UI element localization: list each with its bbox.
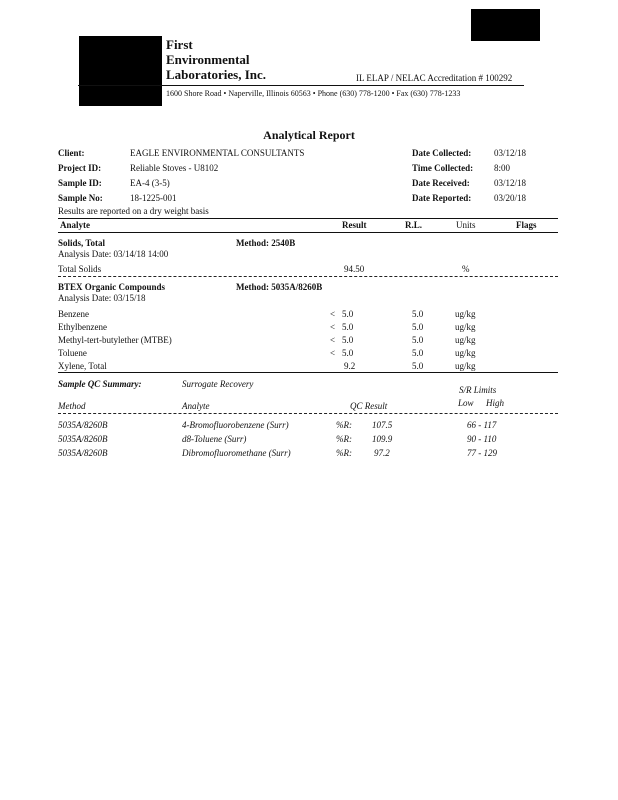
redaction-block-logo [79,36,162,106]
qc-row-pr: %R: [336,434,352,444]
qc-row-value: 97.2 [374,448,390,458]
btex-row-result: 9.2 [344,361,356,371]
qc-title: Sample QC Summary: [58,379,142,389]
date-collected-label: Date Collected: [412,148,472,158]
time-collected-value: 8:00 [494,163,511,173]
btex-row-analyte: Toluene [58,348,87,358]
header-top-rule [58,218,558,219]
redaction-block-top-right [471,9,540,41]
btex-row-rl: 5.0 [412,361,424,371]
project-label: Project ID: [58,163,102,173]
btex-heading: BTEX Organic Compounds [58,282,166,292]
btex-row-lt: < [330,322,336,332]
qc-row-method: 5035A/8260B [58,434,108,444]
solids-row-result: 94.50 [344,264,365,274]
qc-row-limits: 90 - 110 [467,434,497,444]
btex-bottom-rule [58,372,558,373]
btex-row-rl: 5.0 [412,348,424,358]
btex-row-rl: 5.0 [412,322,424,332]
btex-row-result: 5.0 [342,348,354,358]
solids-heading: Solids, Total [58,238,106,248]
col-analyte: Analyte [60,220,90,230]
qc-row-pr: %R: [336,448,352,458]
btex-row-units: ug/kg [455,309,476,319]
btex-row-analyte: Xylene, Total [58,361,107,371]
btex-row-result: 5.0 [342,335,354,345]
btex-row-lt: < [330,309,336,319]
qc-row-value: 107.5 [372,420,393,430]
btex-row-lt: < [330,335,336,345]
qc-row-analyte: d8-Toluene (Surr) [182,434,247,444]
btex-row-units: ug/kg [455,335,476,345]
qc-result-header: QC Result [350,401,388,411]
lab-name-line1: First [166,37,193,52]
solids-analysis-date: Analysis Date: 03/14/18 14:00 [58,249,169,259]
btex-row-rl: 5.0 [412,335,424,345]
time-collected-label: Time Collected: [412,163,474,173]
qc-row-limits: 66 - 117 [467,420,497,430]
btex-row-result: 5.0 [342,322,354,332]
btex-row-analyte: Ethylbenzene [58,322,107,332]
btex-row-result: 5.0 [342,309,354,319]
qc-row-method: 5035A/8260B [58,448,108,458]
header-bottom-rule [58,232,558,233]
qc-row-analyte: Dibromofluoromethane (Surr) [182,448,291,458]
btex-analysis-date: Analysis Date: 03/15/18 [58,293,146,303]
row-divider [58,276,558,277]
date-collected-value: 03/12/18 [494,148,527,158]
sample-no-value: 18-1225-001 [130,193,177,203]
btex-row-rl: 5.0 [412,309,424,319]
qc-row-value: 109.9 [372,434,393,444]
btex-row-lt: < [330,348,336,358]
client-value: EAGLE ENVIRONMENTAL CONSULTANTS [130,148,305,158]
qc-analyte-header: Analyte [182,401,210,411]
solids-row-units: % [462,264,470,274]
qc-row-method: 5035A/8260B [58,420,108,430]
col-result: Result [342,220,367,230]
sample-id-value: EA-4 (3-5) [130,178,170,188]
qc-method-header: Method [58,401,86,411]
solids-method: Method: 2540B [236,238,296,248]
qc-row-pr: %R: [336,420,352,430]
lab-name-line2: Environmental [166,52,250,67]
date-reported-label: Date Reported: [412,193,472,203]
qc-limits-header: S/R Limits [459,385,497,395]
btex-row-analyte: Benzene [58,309,89,319]
accreditation: IL ELAP / NELAC Accreditation # 100292 [356,73,513,83]
lab-address: 1600 Shore Road • Naperville, Illinois 60563 • Phone (630) 778-1200 • Fax (630) 778-1233 [166,89,461,98]
col-flags: Flags [516,220,537,230]
date-received-value: 03/12/18 [494,178,527,188]
client-label: Client: [58,148,85,158]
lab-name-line3: Laboratories, Inc. [166,67,267,82]
qc-high-header: High [486,398,504,408]
btex-row-analyte: Methyl-tert-butylether (MTBE) [58,335,172,345]
btex-row-units: ug/kg [455,361,476,371]
sample-id-label: Sample ID: [58,178,102,188]
date-reported-value: 03/20/18 [494,193,527,203]
sample-no-label: Sample No: [58,193,103,203]
qc-subtitle: Surrogate Recovery [182,379,254,389]
qc-low-header: Low [458,398,474,408]
project-value: Reliable Stoves - U8102 [130,163,219,173]
qc-row-analyte: 4-Bromofluorobenzene (Surr) [182,420,289,430]
report-title: Analytical Report [263,128,355,142]
btex-row-units: ug/kg [455,348,476,358]
qc-header-rule [58,413,558,414]
col-units: Units [456,220,476,230]
solids-row-analyte: Total Solids [58,264,102,274]
basis-note: Results are reported on a dry weight basis [58,206,209,216]
btex-method: Method: 5035A/8260B [236,282,323,292]
letterhead-rule [78,85,524,86]
col-rl: R.L. [405,220,423,230]
date-received-label: Date Received: [412,178,470,188]
qc-row-limits: 77 - 129 [467,448,497,458]
btex-row-units: ug/kg [455,322,476,332]
